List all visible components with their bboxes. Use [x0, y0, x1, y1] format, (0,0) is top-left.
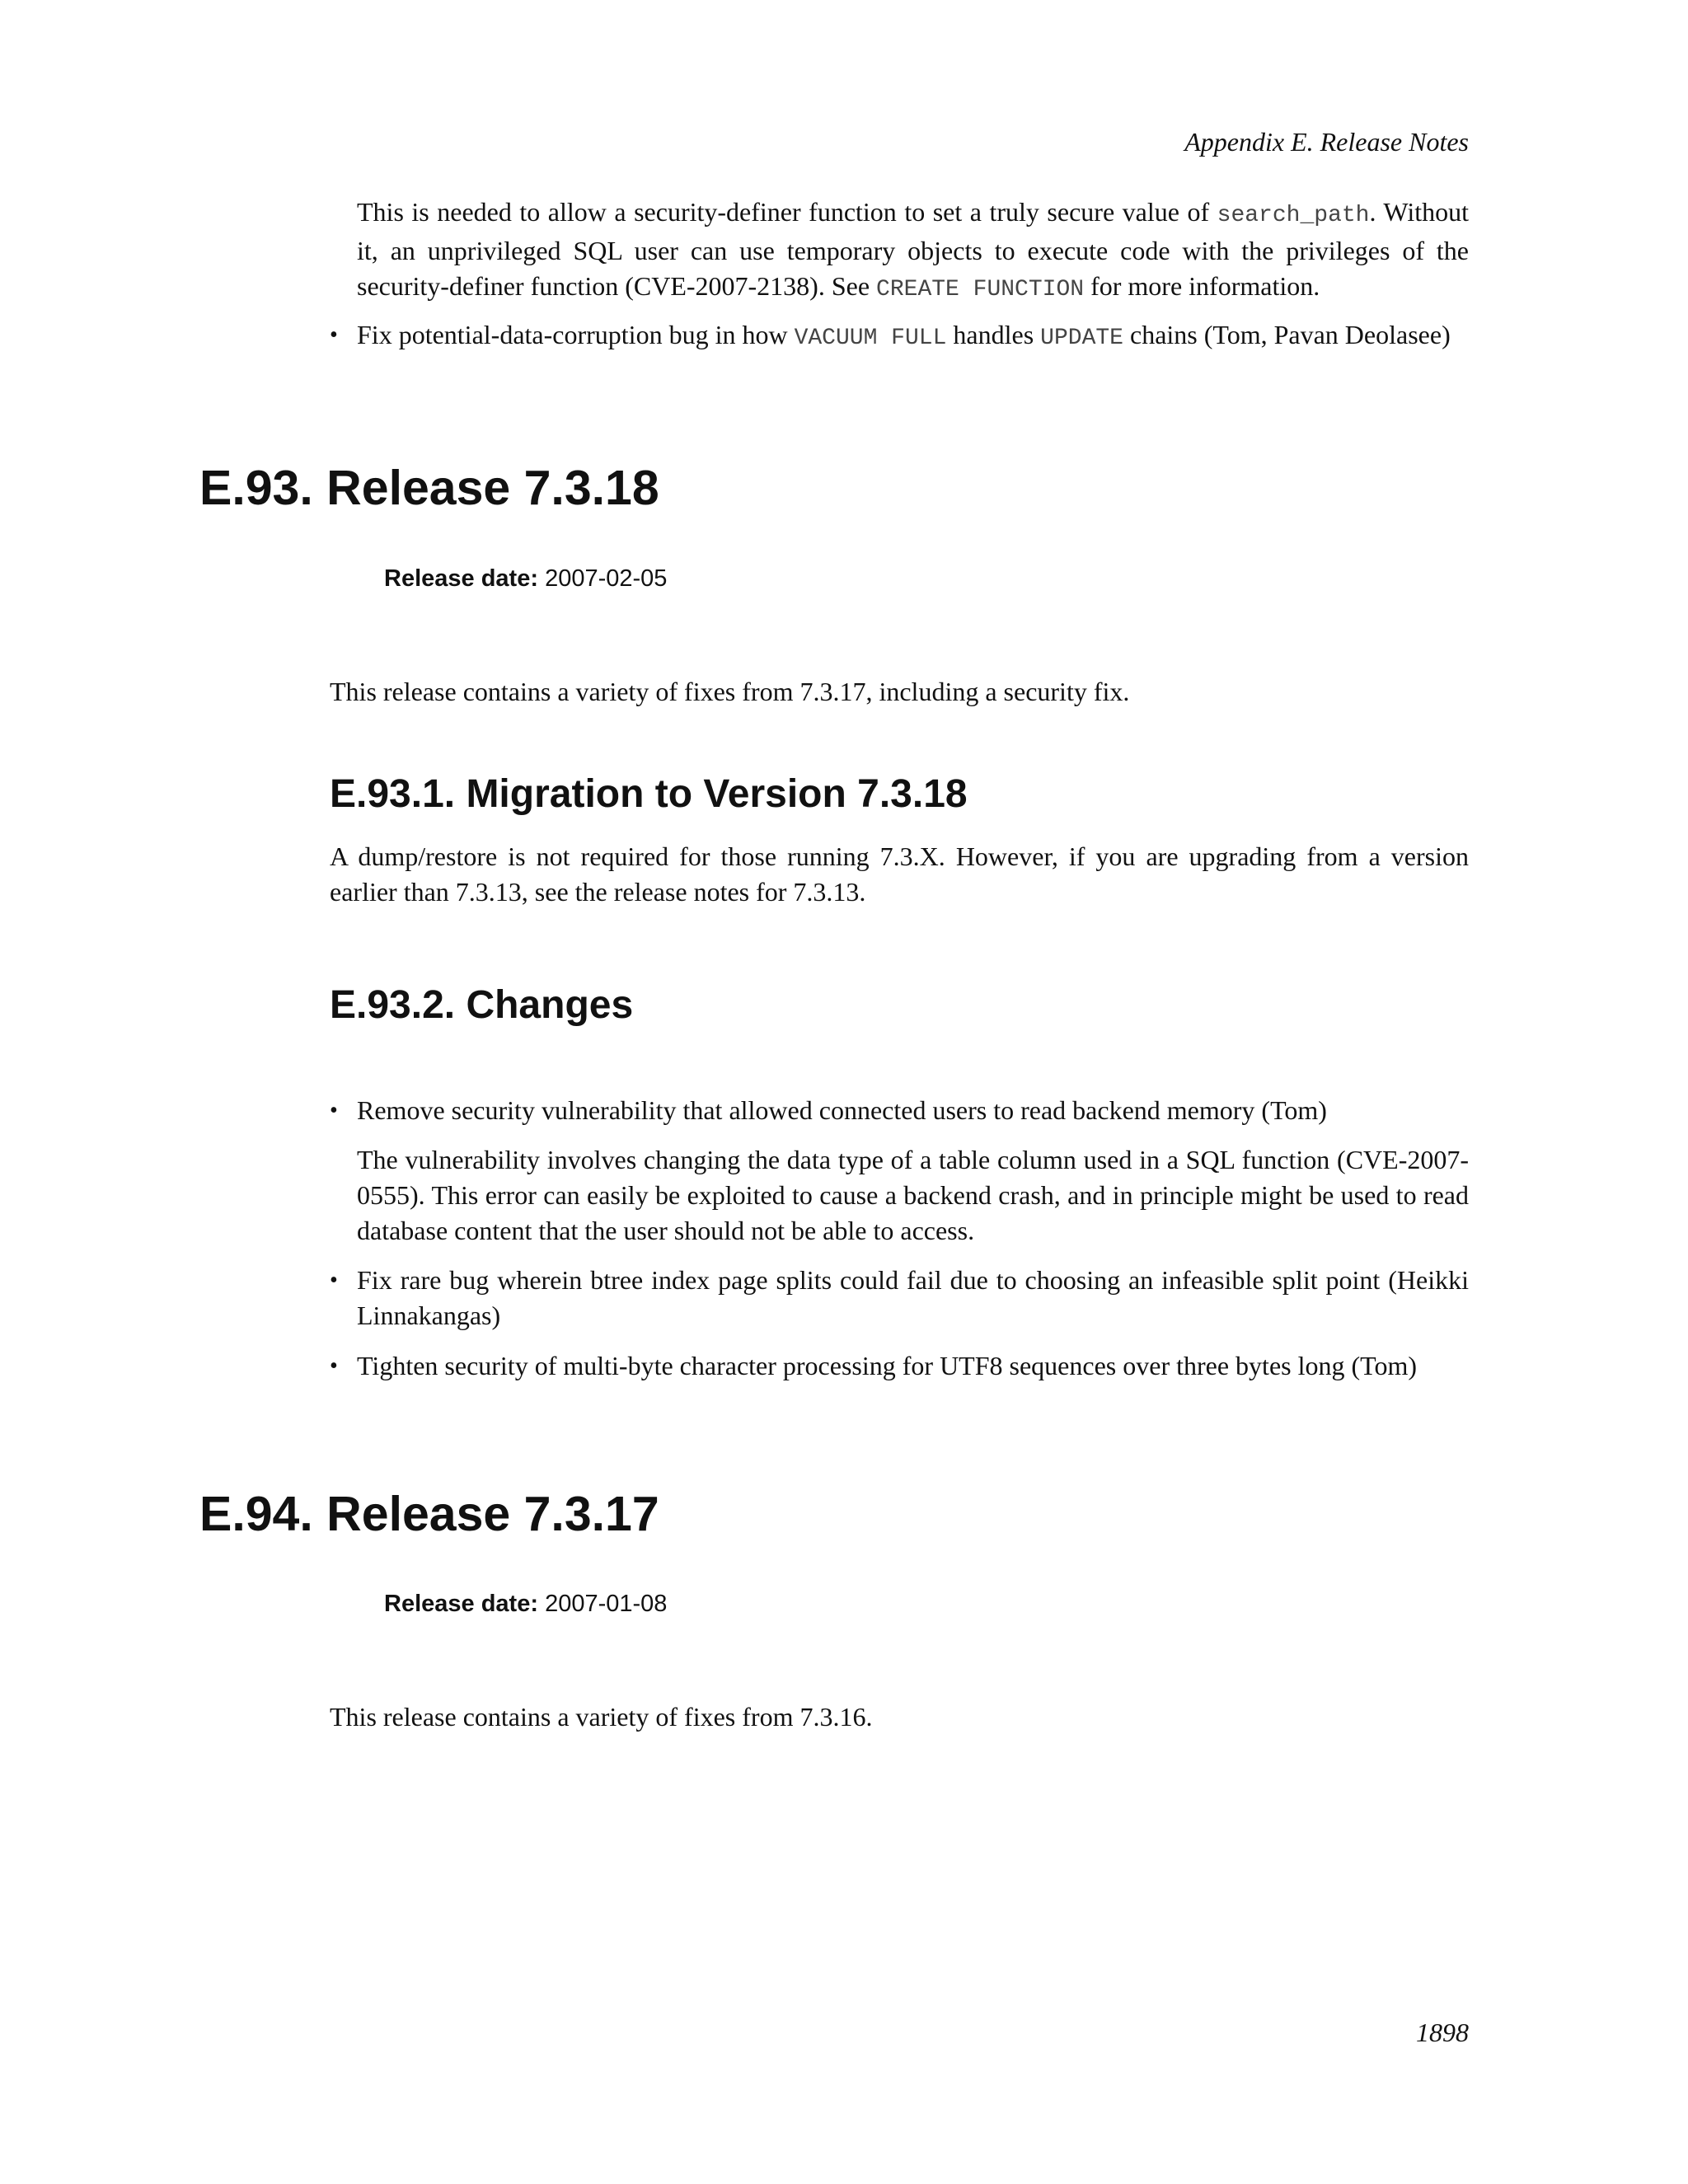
bullet-marker: • — [330, 1353, 338, 1379]
code-vacuum-full: VACUUM FULL — [794, 326, 947, 351]
bullet-marker: • — [330, 1268, 338, 1293]
release-summary-7-3-18: This release contains a variety of fixes from 7.3.17, including a security fix. — [330, 677, 1130, 706]
subsection-title-migration: E.93.1. Migration to Version 7.3.18 — [330, 772, 968, 816]
code-create-function: CREATE FUNCTION — [876, 277, 1085, 302]
bullet-marker: • — [330, 322, 338, 348]
intro-paragraph: This is needed to allow a security-definer function to set a truly secure value of search_path. Without it, an unprivileged SQL user can use temporary objects to execute code with the privileges of the security-definer function (CVE-2007-2138). See CREATE FUNCTION for more information. — [357, 197, 1470, 302]
subsection-title-changes: E.93.2. Changes — [330, 983, 634, 1027]
intro-bullet-item: Fix potential-data-corruption bug in how VACUUM FULL handles UPDATE chains (Tom, Pavan Deolasee) — [357, 320, 1451, 351]
migration-paragraph: A dump/restore is not required for those running 7.3.X. However, if you are upgrading from a version earlier than 7.3.13, see the release notes for 7.3.13. — [330, 841, 1469, 907]
release-date-7-3-17: Release date: 2007-01-08 — [384, 1591, 668, 1617]
page-number: 1898 — [1416, 2018, 1469, 2047]
section-title-release-7-3-17: E.94. Release 7.3.17 — [199, 1487, 659, 1541]
section-title-release-7-3-18: E.93. Release 7.3.18 — [199, 461, 659, 515]
code-search-path: search_path — [1217, 203, 1370, 228]
change-item-detail: The vulnerability involves changing the data type of a table column used in a SQL function (CVE-2007-0555). This error can easily be exploited to cause a backend crash, and in principle might be used to read database content that the user should not be able to access. — [357, 1145, 1469, 1245]
change-item: Tighten security of multi-byte character processing for UTF8 sequences over three bytes long (Tom) — [357, 1351, 1417, 1380]
change-item: Remove security vulnerability that allowed connected users to read backend memory (Tom) — [357, 1095, 1327, 1125]
bullet-marker: • — [330, 1098, 338, 1123]
code-update: UPDATE — [1040, 326, 1123, 351]
release-summary-7-3-17: This release contains a variety of fixes from 7.3.16. — [330, 1702, 873, 1732]
running-header: Appendix E. Release Notes — [1184, 127, 1469, 157]
release-date-7-3-18: Release date: 2007-02-05 — [384, 565, 668, 592]
change-item: Fix rare bug wherein btree index page splits could fail due to choosing an infeasible split point (Heikki Linnakangas) — [357, 1265, 1469, 1330]
